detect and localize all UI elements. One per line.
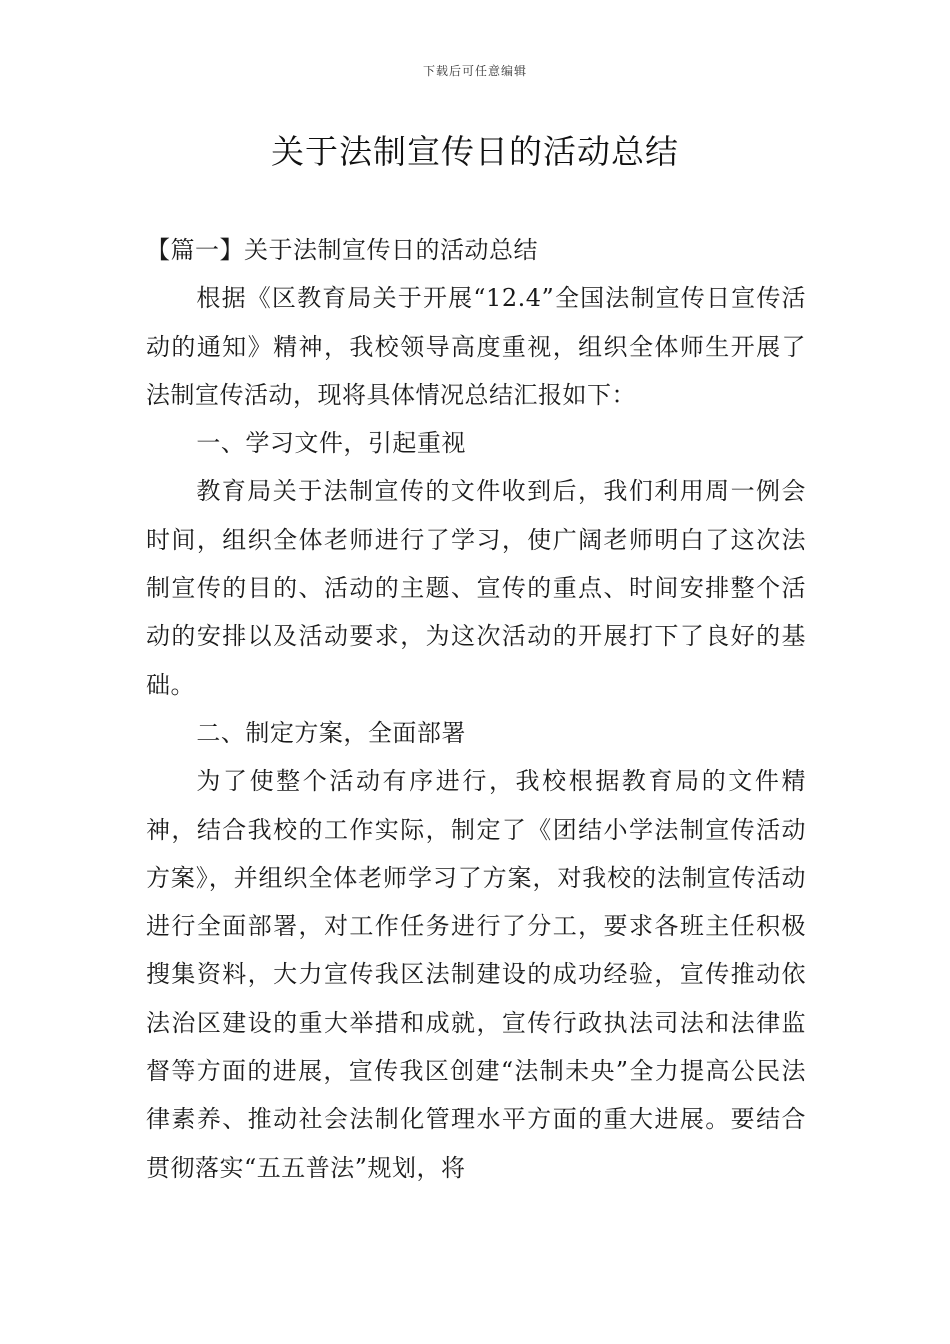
section-heading: 【篇一】关于法制宣传日的活动总结	[146, 236, 538, 264]
paragraph-study: 教育局关于法制宣传的文件收到后，我们利用周一例会时间，组织全体老师进行了学习，使广阔老师明白了这次法制宣传的目的、活动的主题、宣传的重点、时间安排整个活动的安排以及活动要求，为这次活动的开展打下了良好的基础。	[146, 477, 806, 699]
header-note: 下载后可任意编辑	[422, 64, 527, 78]
document-body	[146, 226, 806, 1192]
paragraph-plan: 为了使整个活动有序进行，我校根据教育局的文件精神，结合我校的工作实际，制定了《团结小学法制宣传活动方案》，并组织全体老师学习了方案，对我校的法制宣传活动进行全面部署，对工作任务进行了分工，要求各班主任积极搜集资料，大力宣传我区法制建设的成功经验，宣传推动依法治区建设的重大举措和成就，宣传行政执法司法和法律监督等方面的进展，宣传我区创建“法制未央”全力提高公民法律素养、推动社会法制化管理水平方面的重大进展。要结合贯彻落实“五五普法”规划，将	[146, 767, 806, 1182]
subheading-study-documents: 一、学习文件，引起重视	[196, 429, 466, 458]
subheading-plan-deployment: 二、制定方案，全面部署	[196, 718, 466, 747]
paragraph-intro: 根据《区教育局关于开展“12.4”全国法制宣传日宣传活动的通知》精神，我校领导高度重视，组织全体师生开展了法制宣传活动，现将具体情况总结汇报如下：	[146, 284, 806, 409]
document-title: 关于法制宣传日的活动总结	[271, 132, 679, 171]
